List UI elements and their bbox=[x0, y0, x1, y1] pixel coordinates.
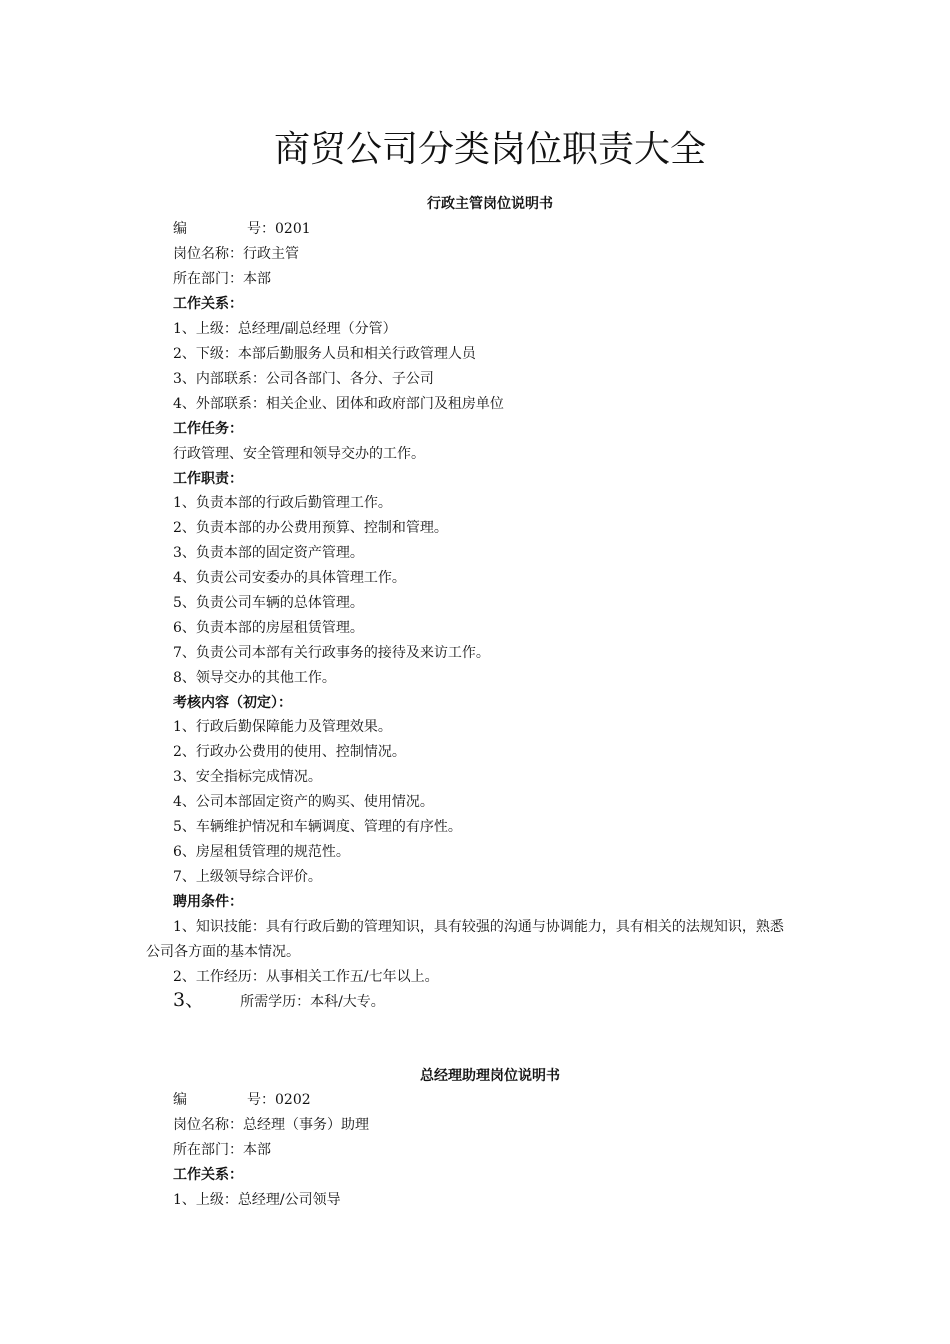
list-item: 2、行政办公费用的使用、控制情况。 bbox=[173, 744, 406, 760]
assess-heading: 考核内容（初定）： bbox=[173, 695, 292, 711]
relations-heading: 工作关系： bbox=[173, 1167, 243, 1183]
list-item: 3、安全指标完成情况。 bbox=[173, 769, 322, 785]
job-number: 编 号：0201 bbox=[173, 221, 311, 237]
list-item: 8、领导交办的其他工作。 bbox=[173, 670, 336, 686]
task-heading: 工作任务： bbox=[173, 421, 243, 437]
list-item: 5、车辆维护情况和车辆调度、管理的有序性。 bbox=[173, 819, 462, 835]
list-item: 4、外部联系：相关企业、团体和政府部门及租房单位 bbox=[173, 396, 504, 412]
list-item: 5、负责公司车辆的总体管理。 bbox=[173, 595, 364, 611]
job-department: 所在部门：本部 bbox=[173, 1142, 271, 1158]
list-item: 3、 所需学历：本科/大专。 bbox=[173, 989, 385, 1011]
hire-heading: 聘用条件： bbox=[173, 894, 243, 910]
list-item: 7、负责公司本部有关行政事务的接待及来访工作。 bbox=[173, 645, 490, 661]
list-item: 1、负责本部的行政后勤管理工作。 bbox=[173, 495, 392, 511]
list-item: 1、知识技能：具有行政后勤的管理知识，具有较强的沟通与协调能力，具有相关的法规知识，熟悉 bbox=[173, 919, 784, 935]
job-position: 岗位名称：行政主管 bbox=[173, 246, 299, 262]
job-position: 岗位名称：总经理（事务）助理 bbox=[173, 1117, 369, 1133]
list-item: 7、上级领导综合评价。 bbox=[173, 869, 322, 885]
duties-heading: 工作职责： bbox=[173, 471, 243, 487]
task-text: 行政管理、安全管理和领导交办的工作。 bbox=[173, 446, 425, 462]
list-item: 1、上级：总经理/公司领导 bbox=[173, 1192, 341, 1208]
list-item: 2、下级：本部后勤服务人员和相关行政管理人员 bbox=[173, 346, 476, 362]
list-item-continued: 公司各方面的基本情况。 bbox=[146, 944, 300, 960]
list-item: 4、公司本部固定资产的购买、使用情况。 bbox=[173, 794, 434, 810]
list-item: 6、房屋租赁管理的规范性。 bbox=[173, 844, 350, 860]
section-title: 行政主管岗位说明书 bbox=[427, 196, 553, 212]
list-item: 6、负责本部的房屋租赁管理。 bbox=[173, 620, 364, 636]
section-title: 总经理助理岗位说明书 bbox=[420, 1068, 560, 1084]
job-department: 所在部门：本部 bbox=[173, 271, 271, 287]
relations-heading: 工作关系： bbox=[173, 296, 243, 312]
list-item: 1、上级：总经理/副总经理（分管） bbox=[173, 321, 397, 337]
job-number: 编 号：0202 bbox=[173, 1092, 311, 1108]
list-item: 2、负责本部的办公费用预算、控制和管理。 bbox=[173, 520, 448, 536]
list-item: 3、内部联系：公司各部门、各分、子公司 bbox=[173, 371, 434, 387]
list-item: 1、行政后勤保障能力及管理效果。 bbox=[173, 719, 392, 735]
list-item: 3、负责本部的固定资产管理。 bbox=[173, 545, 364, 561]
list-item: 4、负责公司安委办的具体管理工作。 bbox=[173, 570, 406, 586]
list-item: 2、工作经历：从事相关工作五/七年以上。 bbox=[173, 969, 439, 985]
document-title: 商贸公司分类岗位职责大全 bbox=[273, 129, 706, 170]
